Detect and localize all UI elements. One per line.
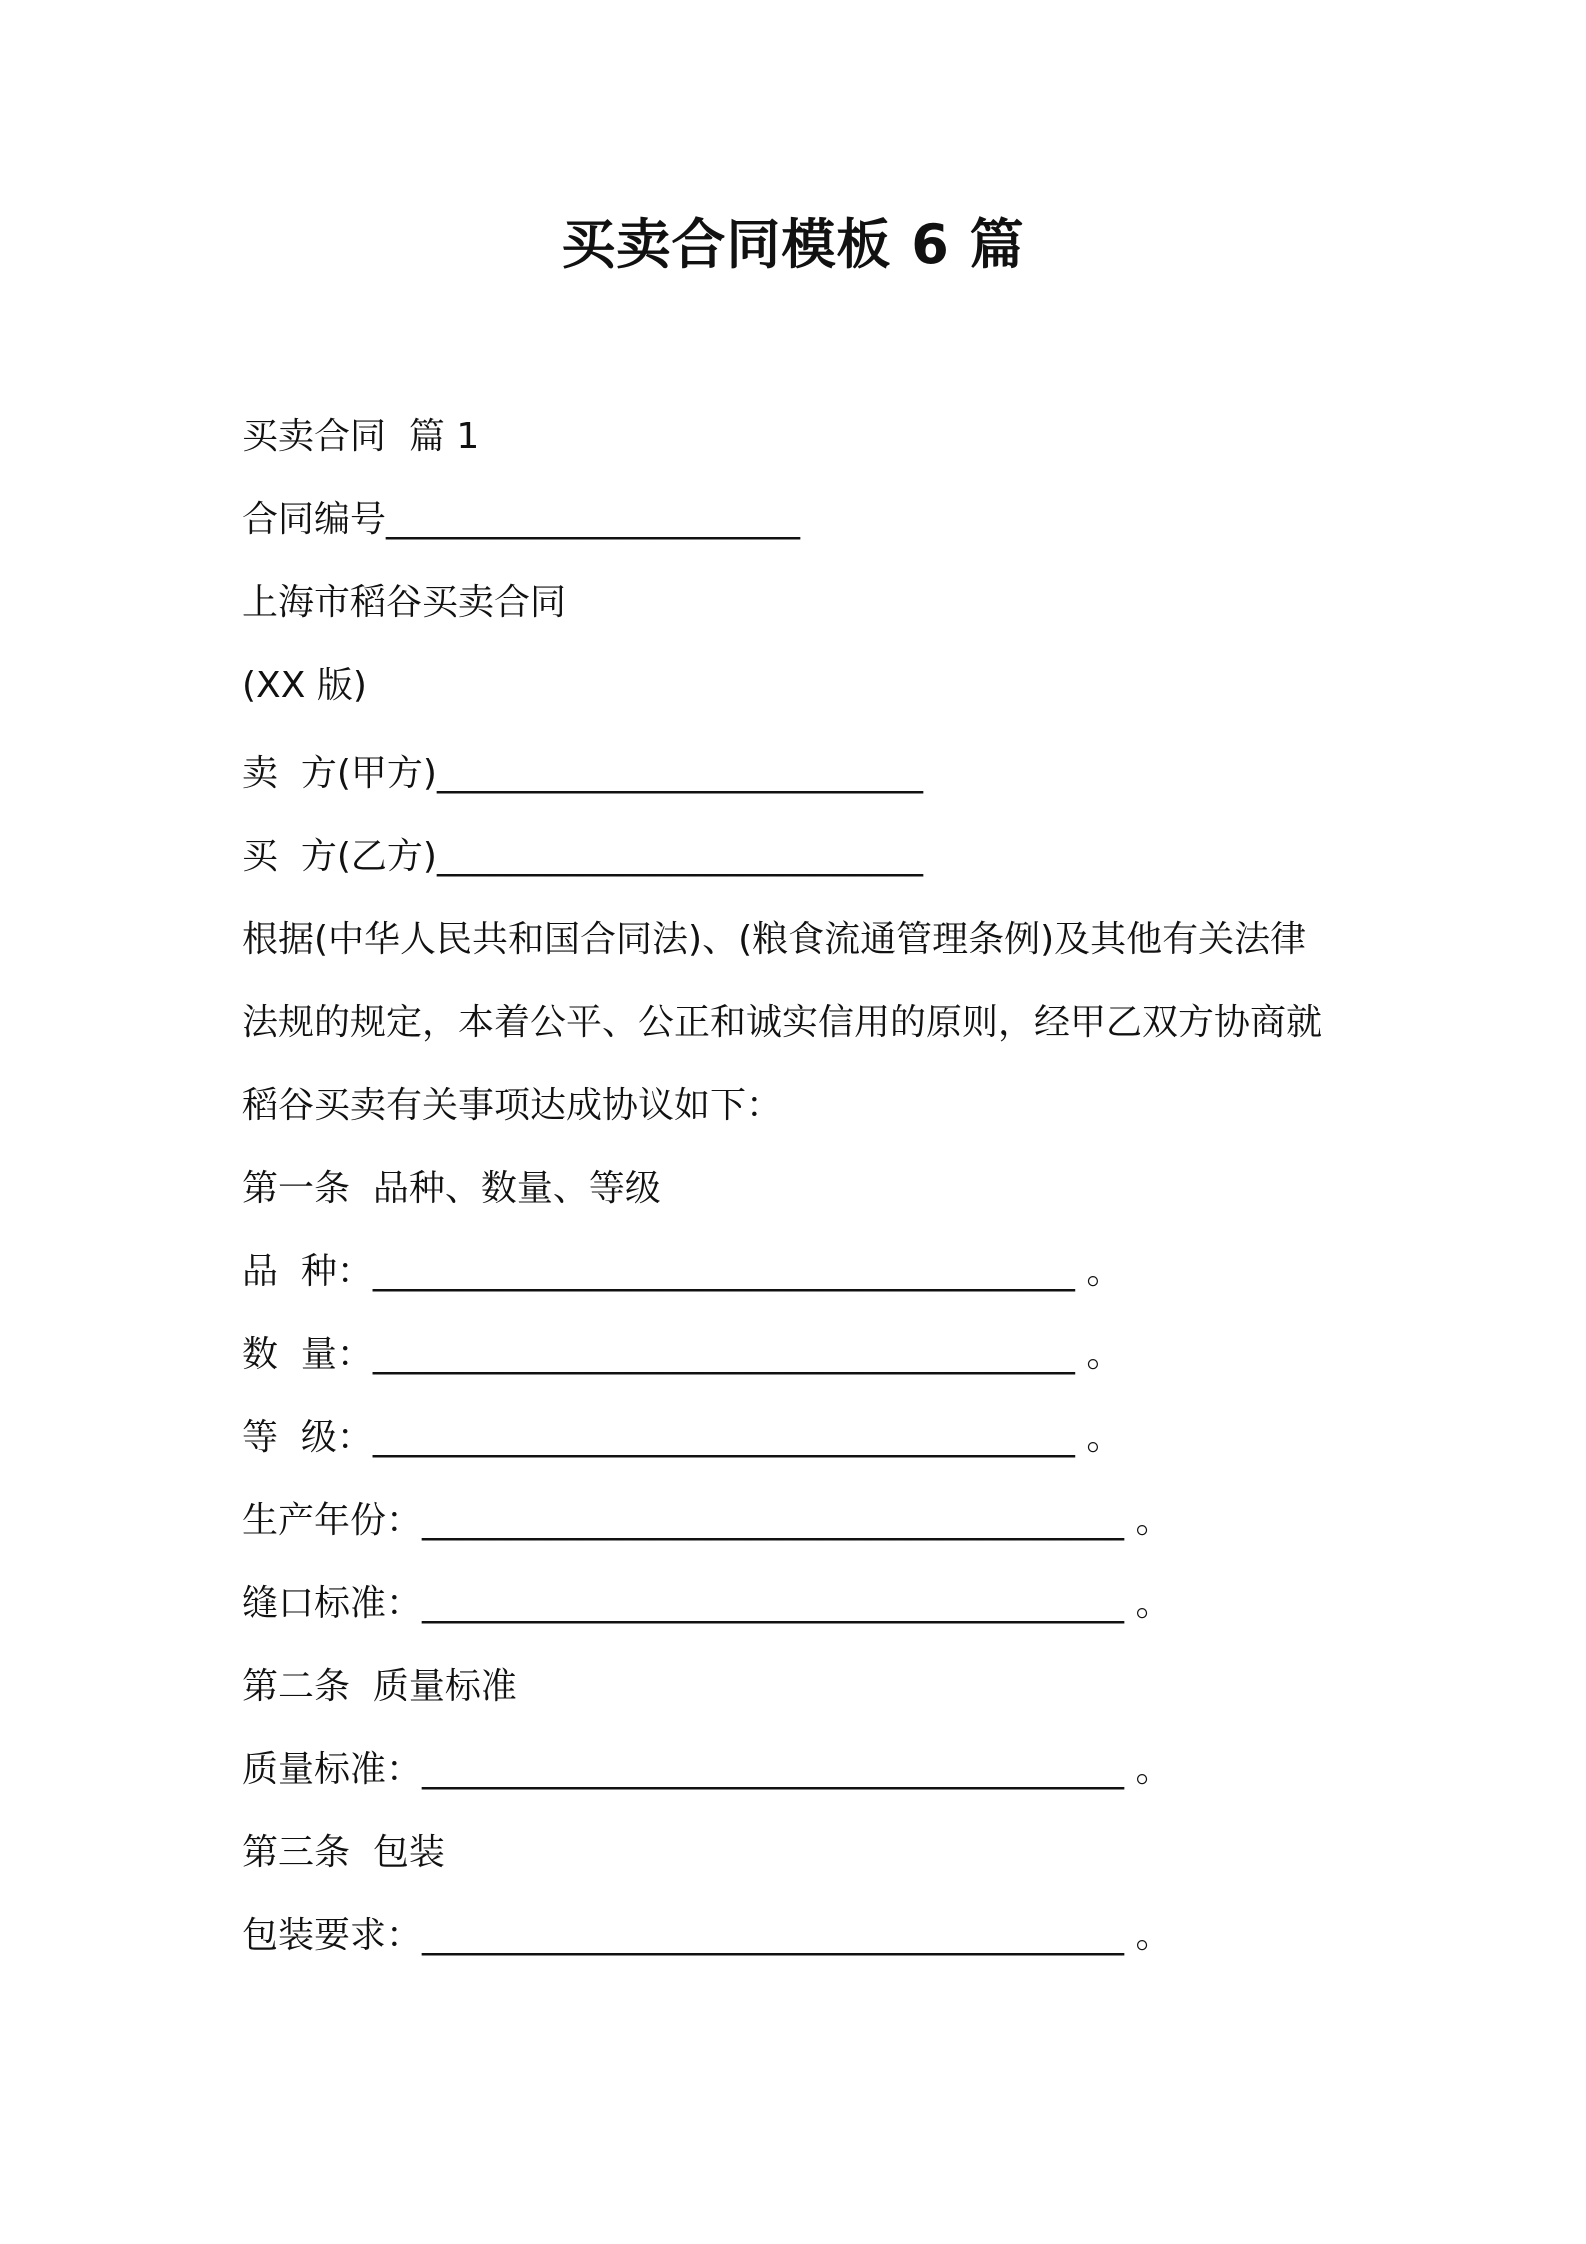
contract-version: (XX 版) bbox=[242, 665, 367, 706]
document-title: 买卖合同模板 6 篇 bbox=[561, 213, 1025, 276]
production-year-field-line: 生产年份：_______________________________________ 。 bbox=[242, 1500, 1172, 1541]
preamble-line-2: 法规的规定，本着公平、公正和诚实信用的原则，经甲乙双方协商就 bbox=[242, 1002, 1323, 1043]
preamble-line-1: 根据(中华人民共和国合同法)、(粮食流通管理条例)及其他有关法律 bbox=[242, 919, 1307, 960]
article-1-heading: 第一条 品种、数量、等级 bbox=[242, 1168, 661, 1209]
seller-line: 卖 方(甲方)___________________________ bbox=[242, 753, 923, 794]
variety-field-line: 品 种：_______________________________________ 。 bbox=[242, 1251, 1123, 1292]
article-3-heading: 第三条 包装 bbox=[242, 1832, 445, 1873]
packaging-requirement-field-line: 包装要求：_______________________________________ 。 bbox=[242, 1915, 1172, 1956]
grade-field-line: 等 级：_______________________________________ 。 bbox=[242, 1417, 1123, 1458]
quality-standard-field-line: 质量标准：_______________________________________ 。 bbox=[242, 1749, 1172, 1790]
seam-standard-field-line: 缝口标准：_______________________________________ 。 bbox=[242, 1583, 1172, 1624]
buyer-line: 买 方(乙方)___________________________ bbox=[242, 836, 923, 877]
article-2-heading: 第二条 质量标准 bbox=[242, 1666, 517, 1707]
contract-number-line: 合同编号_______________________ bbox=[242, 499, 801, 540]
quantity-field-line: 数 量：_______________________________________ 。 bbox=[242, 1334, 1123, 1375]
contract-name: 上海市稻谷买卖合同 bbox=[242, 582, 567, 623]
preamble-line-3: 稻谷买卖有关事项达成协议如下： bbox=[242, 1085, 783, 1126]
section-heading-contract-1: 买卖合同 篇 1 bbox=[242, 416, 480, 457]
